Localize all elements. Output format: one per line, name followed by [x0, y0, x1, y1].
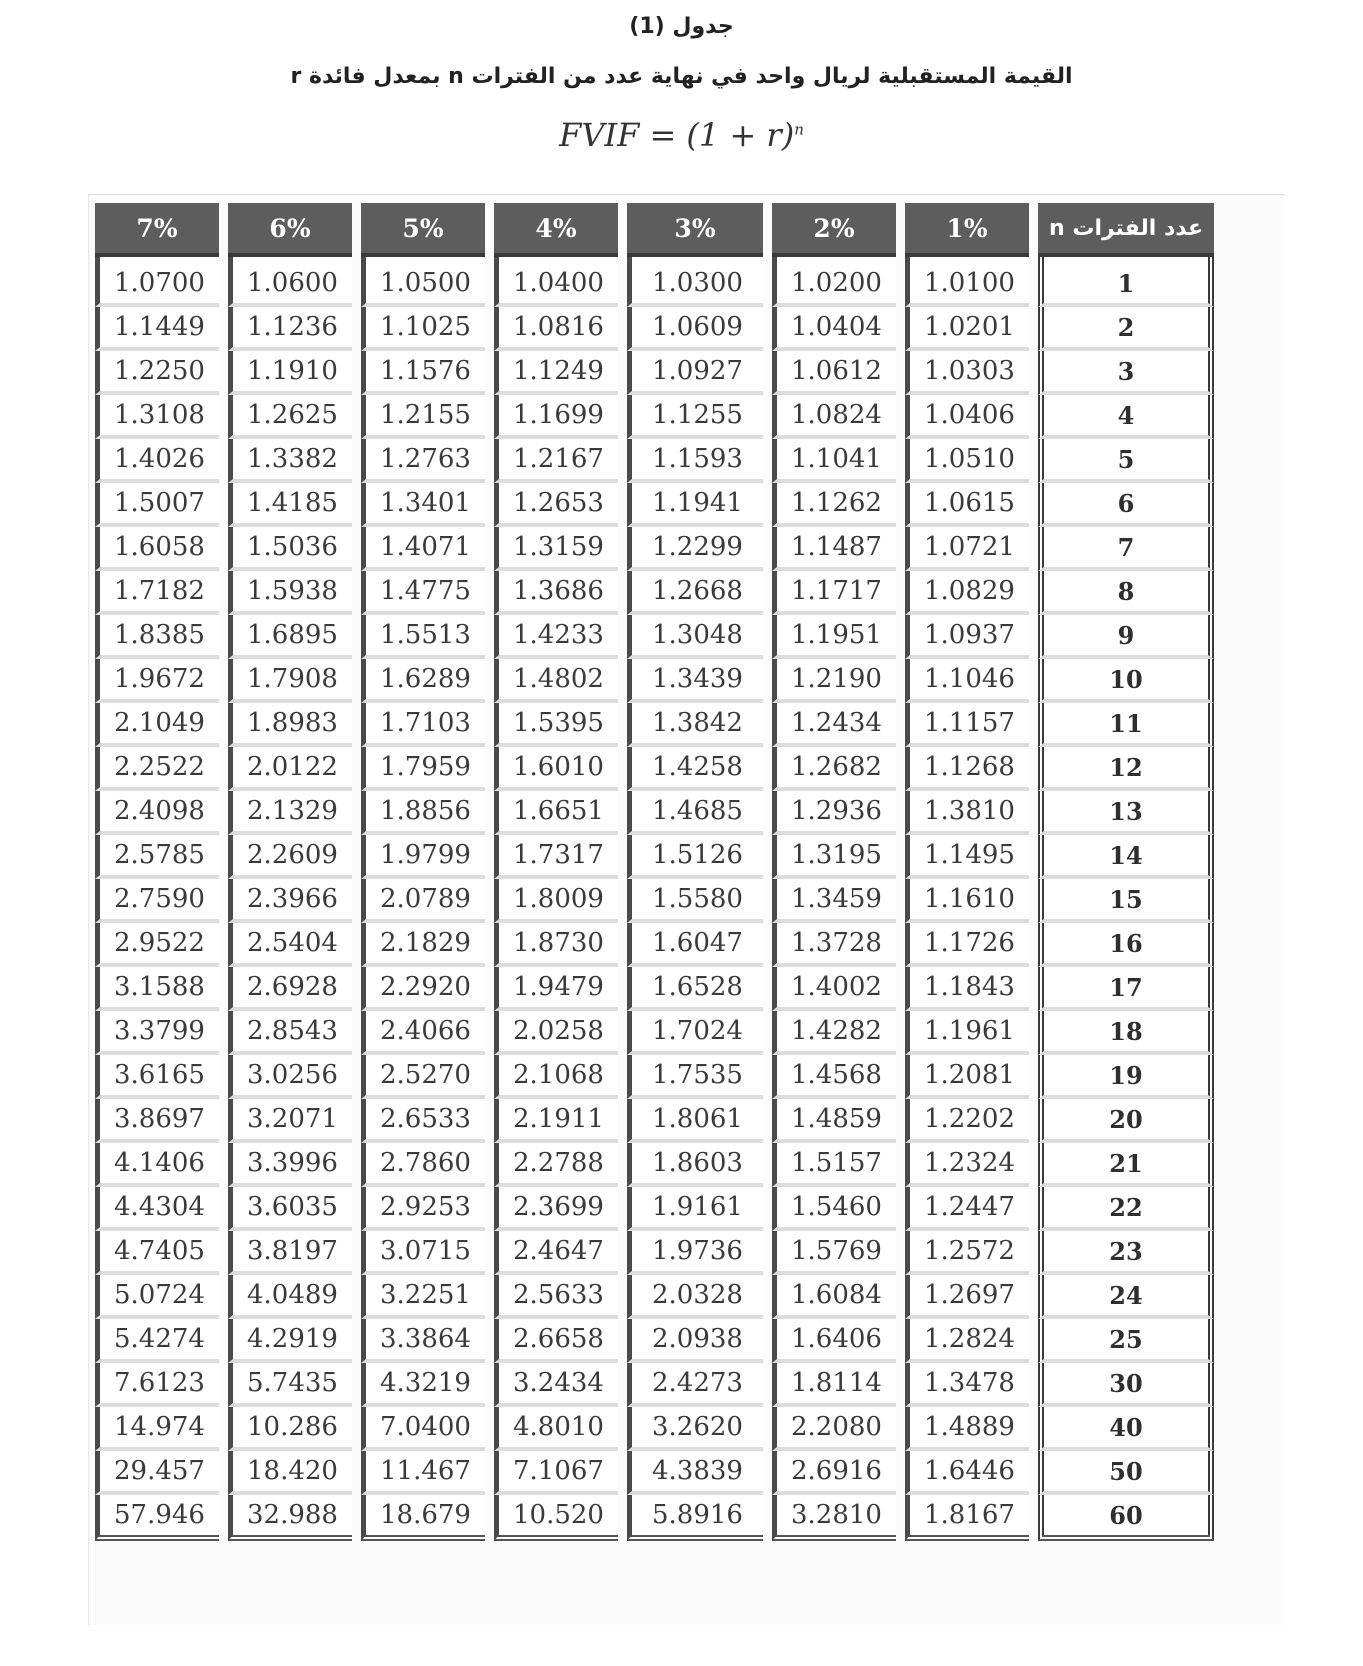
header-rate: 5% — [361, 203, 485, 257]
value-cell: 1.8167 — [905, 1495, 1029, 1541]
value-cell: 1.2081 — [905, 1055, 1029, 1099]
value-cell: 2.5404 — [228, 923, 352, 967]
value-cell: 4.2919 — [228, 1319, 352, 1363]
value-cell: 1.3439 — [627, 659, 763, 703]
value-cell: 1.4859 — [772, 1099, 896, 1143]
value-cell: 4.0489 — [228, 1275, 352, 1319]
value-cell: 2.2788 — [494, 1143, 618, 1187]
header-rate: 2% — [772, 203, 896, 257]
value-cell: 1.2697 — [905, 1275, 1029, 1319]
value-cell: 1.1255 — [627, 395, 763, 439]
period-cell: 25 — [1038, 1319, 1214, 1363]
value-cell: 18.679 — [361, 1495, 485, 1541]
value-cell: 7.0400 — [361, 1407, 485, 1451]
value-cell: 1.2447 — [905, 1187, 1029, 1231]
value-cell: 2.3966 — [228, 879, 352, 923]
table-row — [95, 1011, 1214, 1055]
value-cell: 1.1951 — [772, 615, 896, 659]
period-cell: 21 — [1038, 1143, 1214, 1187]
value-cell: 1.1843 — [905, 967, 1029, 1011]
period-cell: 15 — [1038, 879, 1214, 923]
value-cell: 1.5157 — [772, 1143, 896, 1187]
value-cell: 1.4282 — [772, 1011, 896, 1055]
table-row — [95, 483, 1214, 527]
table-body — [95, 257, 1214, 1541]
value-cell: 1.7182 — [95, 571, 219, 615]
value-cell: 1.2668 — [627, 571, 763, 615]
value-cell: 1.7959 — [361, 747, 485, 791]
value-cell: 1.5580 — [627, 879, 763, 923]
value-cell: 2.1049 — [95, 703, 219, 747]
table-row — [95, 257, 1214, 307]
table-row — [95, 747, 1214, 791]
value-cell: 1.5513 — [361, 615, 485, 659]
period-cell: 1 — [1038, 257, 1214, 307]
value-cell: 3.3864 — [361, 1319, 485, 1363]
value-cell: 2.4098 — [95, 791, 219, 835]
value-cell: 1.4071 — [361, 527, 485, 571]
value-cell: 2.8543 — [228, 1011, 352, 1055]
value-cell: 2.1329 — [228, 791, 352, 835]
value-cell: 57.946 — [95, 1495, 219, 1541]
value-cell: 1.1699 — [494, 395, 618, 439]
value-cell: 3.2251 — [361, 1275, 485, 1319]
value-cell: 1.3401 — [361, 483, 485, 527]
header-periods: عدد الفترات n — [1038, 203, 1214, 257]
value-cell: 1.5769 — [772, 1231, 896, 1275]
value-cell: 1.9479 — [494, 967, 618, 1011]
value-cell: 10.286 — [228, 1407, 352, 1451]
value-cell: 1.0500 — [361, 257, 485, 307]
value-cell: 2.0258 — [494, 1011, 618, 1055]
value-cell: 1.4258 — [627, 747, 763, 791]
value-cell: 1.6047 — [627, 923, 763, 967]
value-cell: 2.6658 — [494, 1319, 618, 1363]
value-cell: 1.1717 — [772, 571, 896, 615]
value-cell: 3.0715 — [361, 1231, 485, 1275]
value-cell: 1.2202 — [905, 1099, 1029, 1143]
value-cell: 1.6651 — [494, 791, 618, 835]
value-cell: 3.3996 — [228, 1143, 352, 1187]
value-cell: 1.8603 — [627, 1143, 763, 1187]
value-cell: 2.6916 — [772, 1451, 896, 1495]
value-cell: 3.0256 — [228, 1055, 352, 1099]
value-cell: 1.4233 — [494, 615, 618, 659]
value-cell: 1.3686 — [494, 571, 618, 615]
value-cell: 1.1487 — [772, 527, 896, 571]
period-cell: 11 — [1038, 703, 1214, 747]
value-cell: 4.3839 — [627, 1451, 763, 1495]
period-cell: 14 — [1038, 835, 1214, 879]
period-cell: 17 — [1038, 967, 1214, 1011]
value-cell: 1.0406 — [905, 395, 1029, 439]
header-row — [95, 203, 1214, 257]
header-rate: 4% — [494, 203, 618, 257]
value-cell: 1.2824 — [905, 1319, 1029, 1363]
period-cell: 8 — [1038, 571, 1214, 615]
value-cell: 1.3478 — [905, 1363, 1029, 1407]
table-row — [95, 659, 1214, 703]
table-row — [95, 1187, 1214, 1231]
value-cell: 1.9799 — [361, 835, 485, 879]
value-cell: 2.7860 — [361, 1143, 485, 1187]
value-cell: 3.2071 — [228, 1099, 352, 1143]
period-cell: 3 — [1038, 351, 1214, 395]
value-cell: 3.3799 — [95, 1011, 219, 1055]
value-cell: 1.3195 — [772, 835, 896, 879]
value-cell: 1.1236 — [228, 307, 352, 351]
value-cell: 2.3699 — [494, 1187, 618, 1231]
value-cell: 1.5007 — [95, 483, 219, 527]
value-cell: 1.7024 — [627, 1011, 763, 1055]
formula-exponent: n — [794, 120, 804, 139]
value-cell: 29.457 — [95, 1451, 219, 1495]
value-cell: 1.4802 — [494, 659, 618, 703]
value-cell: 5.0724 — [95, 1275, 219, 1319]
table-row — [95, 439, 1214, 483]
period-cell: 10 — [1038, 659, 1214, 703]
table-row — [95, 1451, 1214, 1495]
value-cell: 1.0721 — [905, 527, 1029, 571]
table-row — [95, 1099, 1214, 1143]
table-row — [95, 395, 1214, 439]
value-cell: 2.2080 — [772, 1407, 896, 1451]
header-rate: 7% — [95, 203, 219, 257]
value-cell: 1.1157 — [905, 703, 1029, 747]
period-cell: 7 — [1038, 527, 1214, 571]
value-cell: 1.4185 — [228, 483, 352, 527]
value-cell: 1.6446 — [905, 1451, 1029, 1495]
table-row — [95, 527, 1214, 571]
value-cell: 1.0303 — [905, 351, 1029, 395]
value-cell: 2.5633 — [494, 1275, 618, 1319]
period-cell: 24 — [1038, 1275, 1214, 1319]
value-cell: 1.3728 — [772, 923, 896, 967]
value-cell: 1.0700 — [95, 257, 219, 307]
formula-rhs: = (1 + r) — [649, 116, 795, 154]
value-cell: 1.8114 — [772, 1363, 896, 1407]
value-cell: 2.6533 — [361, 1099, 485, 1143]
table-row — [95, 1319, 1214, 1363]
table-label: جدول (1) — [629, 14, 734, 39]
value-cell: 2.4066 — [361, 1011, 485, 1055]
value-cell: 1.2155 — [361, 395, 485, 439]
value-cell: 3.6165 — [95, 1055, 219, 1099]
fvif-table — [86, 203, 1223, 1541]
header-rate: 6% — [228, 203, 352, 257]
value-cell: 1.1449 — [95, 307, 219, 351]
value-cell: 1.2763 — [361, 439, 485, 483]
header-rate: 1% — [905, 203, 1029, 257]
value-cell: 1.3810 — [905, 791, 1029, 835]
value-cell: 1.6895 — [228, 615, 352, 659]
value-cell: 1.0937 — [905, 615, 1029, 659]
value-cell: 1.1726 — [905, 923, 1029, 967]
period-cell: 40 — [1038, 1407, 1214, 1451]
value-cell: 1.3382 — [228, 439, 352, 483]
value-cell: 1.3459 — [772, 879, 896, 923]
value-cell: 1.2434 — [772, 703, 896, 747]
value-cell: 1.6289 — [361, 659, 485, 703]
period-cell: 60 — [1038, 1495, 1214, 1541]
period-cell: 6 — [1038, 483, 1214, 527]
period-cell: 23 — [1038, 1231, 1214, 1275]
value-cell: 1.7103 — [361, 703, 485, 747]
value-cell: 2.9522 — [95, 923, 219, 967]
value-cell: 1.6084 — [772, 1275, 896, 1319]
value-cell: 2.1829 — [361, 923, 485, 967]
value-cell: 1.3108 — [95, 395, 219, 439]
value-cell: 1.1961 — [905, 1011, 1029, 1055]
value-cell: 5.4274 — [95, 1319, 219, 1363]
table-row — [95, 967, 1214, 1011]
value-cell: 1.6058 — [95, 527, 219, 571]
value-cell: 1.7908 — [228, 659, 352, 703]
formula — [0, 116, 1363, 154]
period-cell: 5 — [1038, 439, 1214, 483]
value-cell: 1.1593 — [627, 439, 763, 483]
value-cell: 2.0328 — [627, 1275, 763, 1319]
value-cell: 5.8916 — [627, 1495, 763, 1541]
table-row — [95, 1055, 1214, 1099]
value-cell: 1.3159 — [494, 527, 618, 571]
value-cell: 2.6928 — [228, 967, 352, 1011]
value-cell: 1.4775 — [361, 571, 485, 615]
value-cell: 2.2920 — [361, 967, 485, 1011]
value-cell: 2.1911 — [494, 1099, 618, 1143]
value-cell: 1.3842 — [627, 703, 763, 747]
value-cell: 1.4002 — [772, 967, 896, 1011]
value-cell: 7.1067 — [494, 1451, 618, 1495]
value-cell: 1.0201 — [905, 307, 1029, 351]
header-rate: 3% — [627, 203, 763, 257]
table-row — [95, 351, 1214, 395]
value-cell: 2.0789 — [361, 879, 485, 923]
table-row — [95, 923, 1214, 967]
value-cell: 1.5126 — [627, 835, 763, 879]
value-cell: 1.0609 — [627, 307, 763, 351]
value-cell: 1.0400 — [494, 257, 618, 307]
period-cell: 13 — [1038, 791, 1214, 835]
table-row — [95, 1275, 1214, 1319]
value-cell: 1.5395 — [494, 703, 618, 747]
value-cell: 1.5036 — [228, 527, 352, 571]
table-row — [95, 791, 1214, 835]
formula-lhs: FVIF — [559, 116, 640, 154]
value-cell: 1.1041 — [772, 439, 896, 483]
value-cell: 2.9253 — [361, 1187, 485, 1231]
table-row — [95, 307, 1214, 351]
table-row — [95, 1407, 1214, 1451]
value-cell: 1.1249 — [494, 351, 618, 395]
value-cell: 4.1406 — [95, 1143, 219, 1187]
value-cell: 1.1268 — [905, 747, 1029, 791]
value-cell: 1.1262 — [772, 483, 896, 527]
value-cell: 1.6010 — [494, 747, 618, 791]
value-cell: 1.0824 — [772, 395, 896, 439]
value-cell: 1.2167 — [494, 439, 618, 483]
value-cell: 2.0122 — [228, 747, 352, 791]
table-row — [95, 1495, 1214, 1541]
value-cell: 3.2434 — [494, 1363, 618, 1407]
value-cell: 1.4568 — [772, 1055, 896, 1099]
table-row — [95, 879, 1214, 923]
value-cell: 1.1610 — [905, 879, 1029, 923]
value-cell: 1.8983 — [228, 703, 352, 747]
table-title: القيمة المستقبلية لريال واحد في نهاية عدد من الفترات n بمعدل فائدة r — [290, 64, 1073, 89]
value-cell: 4.8010 — [494, 1407, 618, 1451]
table-row — [95, 703, 1214, 747]
table-row — [95, 1143, 1214, 1187]
value-cell: 1.0510 — [905, 439, 1029, 483]
value-cell: 1.2190 — [772, 659, 896, 703]
value-cell: 1.2936 — [772, 791, 896, 835]
value-cell: 1.7535 — [627, 1055, 763, 1099]
value-cell: 1.8856 — [361, 791, 485, 835]
value-cell: 1.5460 — [772, 1187, 896, 1231]
table-row — [95, 1363, 1214, 1407]
value-cell: 5.7435 — [228, 1363, 352, 1407]
value-cell: 2.4273 — [627, 1363, 763, 1407]
value-cell: 1.1910 — [228, 351, 352, 395]
period-cell: 4 — [1038, 395, 1214, 439]
value-cell: 3.8197 — [228, 1231, 352, 1275]
period-cell: 2 — [1038, 307, 1214, 351]
value-cell: 1.8009 — [494, 879, 618, 923]
value-cell: 1.1025 — [361, 307, 485, 351]
value-cell: 1.9736 — [627, 1231, 763, 1275]
value-cell: 2.2522 — [95, 747, 219, 791]
period-cell: 12 — [1038, 747, 1214, 791]
value-cell: 2.7590 — [95, 879, 219, 923]
value-cell: 2.1068 — [494, 1055, 618, 1099]
table-row — [95, 615, 1214, 659]
value-cell: 1.7317 — [494, 835, 618, 879]
value-cell: 2.2609 — [228, 835, 352, 879]
period-cell: 30 — [1038, 1363, 1214, 1407]
value-cell: 7.6123 — [95, 1363, 219, 1407]
value-cell: 4.7405 — [95, 1231, 219, 1275]
period-cell: 22 — [1038, 1187, 1214, 1231]
table-row — [95, 835, 1214, 879]
value-cell: 3.8697 — [95, 1099, 219, 1143]
value-cell: 1.9161 — [627, 1187, 763, 1231]
value-cell: 1.8061 — [627, 1099, 763, 1143]
value-cell: 1.0927 — [627, 351, 763, 395]
value-cell: 1.2682 — [772, 747, 896, 791]
value-cell: 1.2299 — [627, 527, 763, 571]
table-row — [95, 1231, 1214, 1275]
value-cell: 1.0829 — [905, 571, 1029, 615]
value-cell: 1.0404 — [772, 307, 896, 351]
value-cell: 1.6528 — [627, 967, 763, 1011]
value-cell: 1.4026 — [95, 439, 219, 483]
value-cell: 1.0612 — [772, 351, 896, 395]
value-cell: 3.6035 — [228, 1187, 352, 1231]
value-cell: 2.5785 — [95, 835, 219, 879]
value-cell: 3.2620 — [627, 1407, 763, 1451]
value-cell: 1.0600 — [228, 257, 352, 307]
period-cell: 16 — [1038, 923, 1214, 967]
value-cell: 1.1941 — [627, 483, 763, 527]
value-cell: 1.1046 — [905, 659, 1029, 703]
value-cell: 1.0615 — [905, 483, 1029, 527]
value-cell: 1.0300 — [627, 257, 763, 307]
value-cell: 2.4647 — [494, 1231, 618, 1275]
value-cell: 32.988 — [228, 1495, 352, 1541]
value-cell: 3.2810 — [772, 1495, 896, 1541]
value-cell: 3.1588 — [95, 967, 219, 1011]
value-cell: 1.8385 — [95, 615, 219, 659]
value-cell: 1.9672 — [95, 659, 219, 703]
value-cell: 1.5938 — [228, 571, 352, 615]
value-cell: 1.2625 — [228, 395, 352, 439]
value-cell: 18.420 — [228, 1451, 352, 1495]
value-cell: 10.520 — [494, 1495, 618, 1541]
value-cell: 1.0816 — [494, 307, 618, 351]
value-cell: 2.5270 — [361, 1055, 485, 1099]
table-row — [95, 571, 1214, 615]
value-cell: 1.6406 — [772, 1319, 896, 1363]
value-cell: 1.2250 — [95, 351, 219, 395]
value-cell: 11.467 — [361, 1451, 485, 1495]
value-cell: 1.4685 — [627, 791, 763, 835]
period-cell: 9 — [1038, 615, 1214, 659]
period-cell: 50 — [1038, 1451, 1214, 1495]
period-cell: 20 — [1038, 1099, 1214, 1143]
value-cell: 14.974 — [95, 1407, 219, 1451]
value-cell: 1.4889 — [905, 1407, 1029, 1451]
value-cell: 1.2324 — [905, 1143, 1029, 1187]
period-cell: 19 — [1038, 1055, 1214, 1099]
value-cell: 1.0200 — [772, 257, 896, 307]
value-cell: 4.3219 — [361, 1363, 485, 1407]
value-cell: 1.0100 — [905, 257, 1029, 307]
value-cell: 1.8730 — [494, 923, 618, 967]
value-cell: 1.1495 — [905, 835, 1029, 879]
value-cell: 4.4304 — [95, 1187, 219, 1231]
value-cell: 1.2572 — [905, 1231, 1029, 1275]
value-cell: 1.1576 — [361, 351, 485, 395]
value-cell: 1.2653 — [494, 483, 618, 527]
period-cell: 18 — [1038, 1011, 1214, 1055]
value-cell: 2.0938 — [627, 1319, 763, 1363]
value-cell: 1.3048 — [627, 615, 763, 659]
